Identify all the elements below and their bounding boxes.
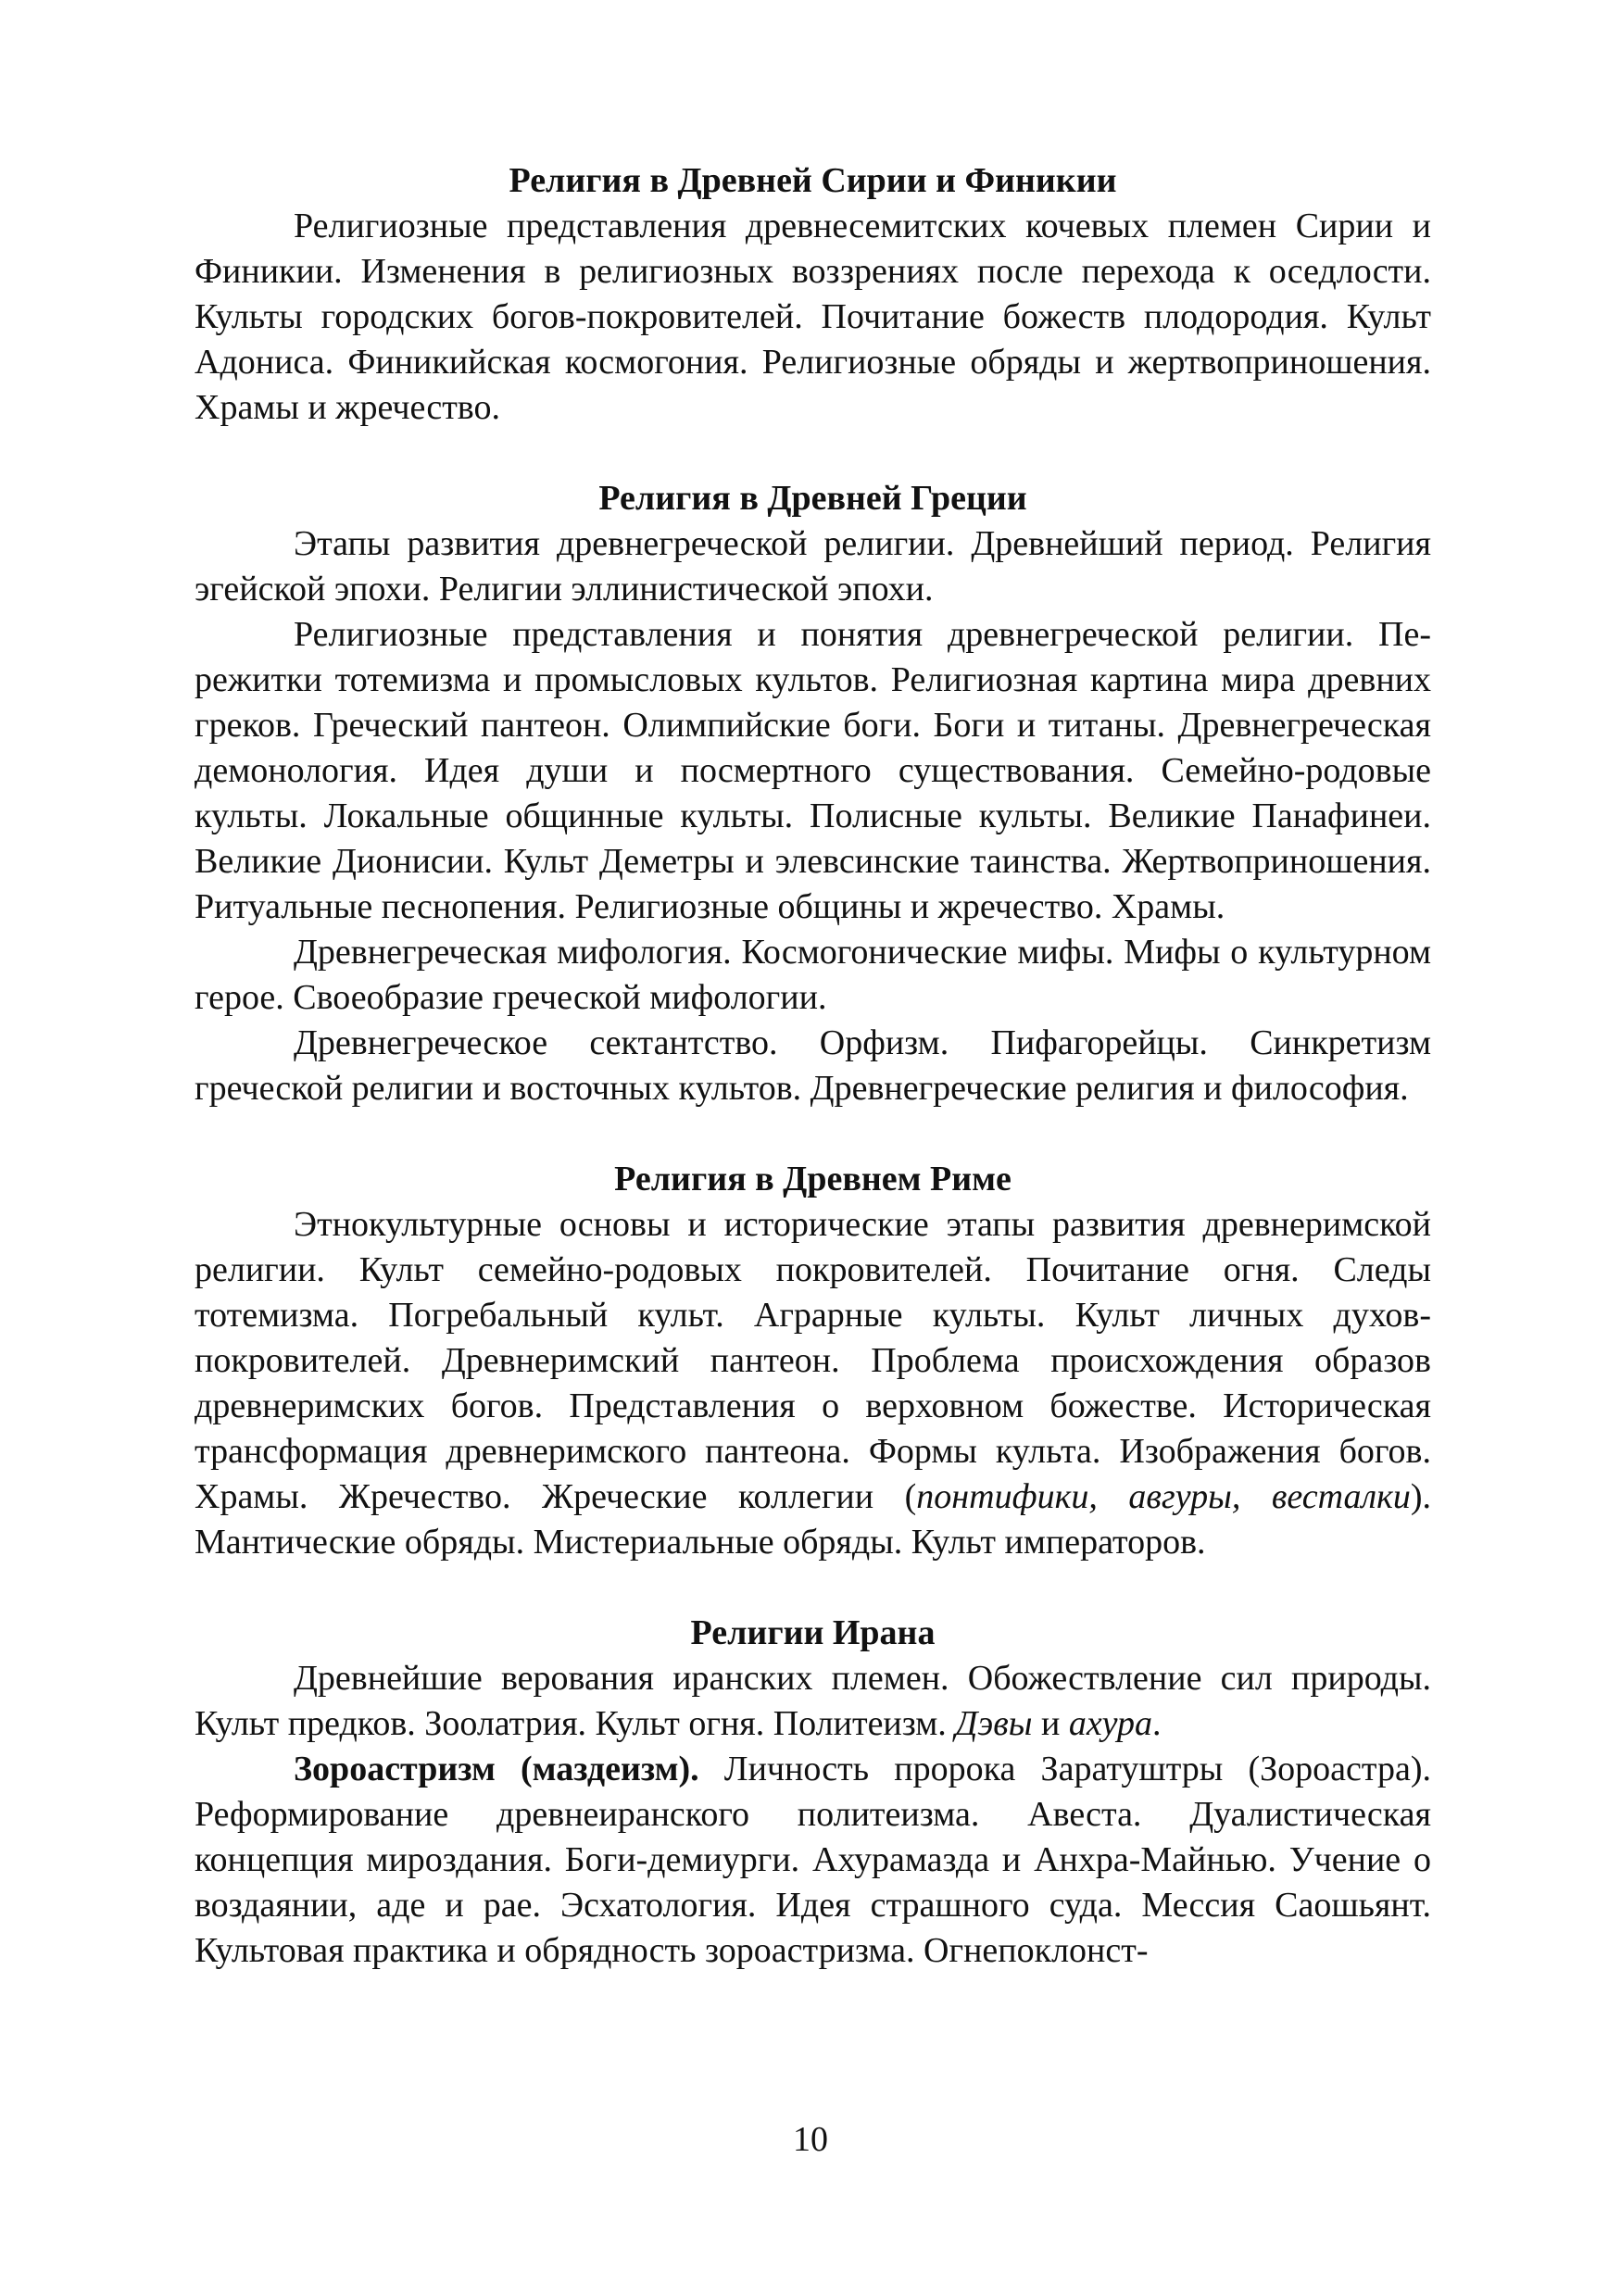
paragraph: Этнокультурные основы и исторические этапы развития древнеримской религии. Культ семейно-родовых покровителей. Почитание огня. Следы тотемизма. Погребальный культ. Аграрные культы. Культ личных духов-покровителей. Древнеримский пантеон. Проблема происхождения образов древнеримских богов. Представления о верховном божестве. Историческая трансформация древнеримского пантеона. Формы культа. Изображения богов. Храмы. Жречество. Жреческие коллегии (понтифики, авгуры, весталки). Мантические обряды. Мистериальные обряды. Культ императоров. (195, 1205, 1431, 1562)
italic-term: понтифики, авгуры, весталки (916, 1477, 1411, 1516)
bold-term: Зороастризм (маздеизм). (294, 1750, 699, 1788)
section-heading: Религия в Древней Греции (598, 479, 1027, 518)
paragraph: Религиозные представления древнесемитских кочевых племен Сирии и Финикии. Изменения в религиозных воззрениях после перехода к оседлости. Культы городских богов-покровителей. Почитание божеств плодородия. Культ Адониса. Финикийская космогония. Религиозные обряды и жертвоприношения. Храмы и жречество. (195, 207, 1431, 427)
section-ancient-rome (195, 1156, 1431, 1565)
page-content (195, 157, 1431, 2018)
section-heading: Религия в Древнем Риме (614, 1160, 1012, 1198)
section-iran (195, 1610, 1431, 1974)
section-ancient-greece (195, 475, 1431, 1111)
paragraph: Религиозные представления и понятия древнегреческой религии. Пережитки тотемизма и промысловых культов. Религиозная картина мира древних греков. Греческий пантеон. Олимпийские боги. Боги и титаны. Древнегреческая демонология. Идея души и посмертного существования. Семейно-родовые культы. Локальные общинные культы. Полисные культы. Великие Панафинеи. Великие Дионисии. Культ Деметры и элевсинские таинства. Жертвоприношения. Ритуальные песнопения. Религиозные общины и жречество. Храмы. (195, 615, 1431, 926)
page-number: 10 (793, 2120, 828, 2159)
paragraph: Древнегреческая мифология. Космогонические мифы. Мифы о культурном герое. Своеобразие греческой мифологии. (195, 933, 1431, 1017)
section-heading: Религии Ирана (690, 1613, 936, 1652)
paragraph: Этапы развития древнегреческой религии. Древнейший период. Религия эгейской эпохи. Религии эллинистической эпохи. (195, 524, 1431, 609)
paragraph: Зороастризм (маздеизм). Личность пророка Заратуштры (Зороастра). Реформирование древнеиранского политеизма. Авеста. Дуалистическая концепция мироздания. Боги-демиурги. Ахурамазда и Анхра-Майнью. Учение о воздаянии, аде и рае. Эсхатология. Идея страшного суда. Мессия Саошьянт. Культовая практика и обрядность зороастризма. Огнепоклонст- (195, 1750, 1431, 1970)
italic-term: Дэвы (955, 1704, 1033, 1743)
paragraph: Древнейшие верования иранских племен. Обожествление сил природы. Культ предков. Зоолатрия. Культ огня. Политеизм. Дэвы и ахура. (195, 1659, 1431, 1743)
italic-term: ахура (1068, 1704, 1153, 1743)
section-heading: Религия в Древней Сирии и Финикии (509, 161, 1117, 200)
section-syria-phoenicia (195, 157, 1431, 431)
paragraph: Древнегреческое сектантство. Орфизм. Пифагорейцы. Синкретизм греческой религии и восточных культов. Древнегреческие религия и философия. (195, 1023, 1431, 1108)
